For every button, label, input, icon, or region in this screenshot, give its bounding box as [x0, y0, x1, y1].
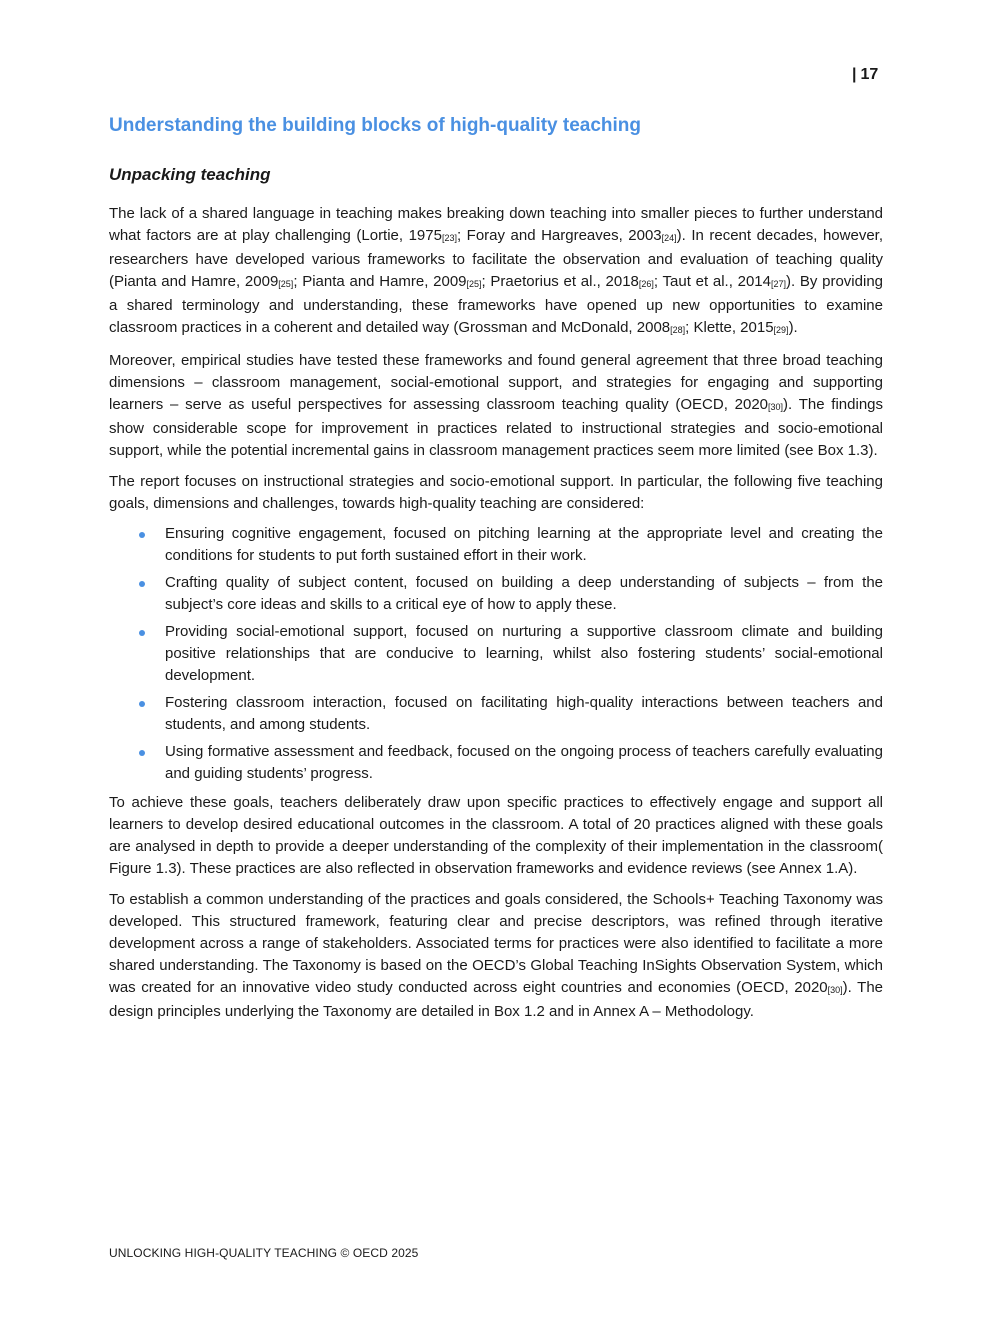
list-item: [109, 572, 883, 616]
paragraph-3: The report focuses on instructional strategies and socio-emotional support. In particular, the following five teaching goals, dimensions and challenges, towards high-quality teaching are considered:: [109, 473, 883, 512]
citation-ref[interactable]: [26]: [638, 279, 654, 289]
bullet-icon: [139, 581, 145, 587]
paragraph-text: To establish a common understanding of the practices and goals considered, the Schools+ Teaching Taxonomy was developed. This structured framework, featuring clear and precise descriptors, was refined through iterative development across a range of stakeholders. Associated terms for practices were also identified to facilitate a more shared understanding. The Taxonomy is based on the OECD’s Global Teaching InSights Observation System, which was created for an innovative video study conducted across eight countries and economies (OECD, 2020: [109, 891, 883, 996]
paragraph-text: ; Taut et al., 2014: [653, 273, 771, 290]
paragraph-text: The lack of a shared language in teaching makes breaking down teaching into smaller pieces to further understand what factors are at play challenging (Lortie, 1975: [109, 205, 883, 244]
paragraph-text: ; Praetorius et al., 2018: [481, 273, 639, 290]
main-content: [109, 114, 883, 1023]
citation-ref[interactable]: [23]: [441, 233, 457, 243]
page-number-value: 17: [860, 66, 879, 83]
list-item-text: Ensuring cognitive engagement, focused on pitching learning at the appropriate level and creating the conditions for students to put forth sustained effort in their work.: [165, 525, 883, 564]
citation-ref[interactable]: [29]: [773, 325, 789, 335]
paragraph-5: [109, 889, 883, 1023]
paragraph-text: ; Klette, 2015: [685, 319, 774, 336]
paragraph-1: [109, 203, 883, 341]
page-number-separator: |: [852, 66, 857, 83]
paragraph-2: [109, 350, 883, 462]
list-item-text: Using formative assessment and feedback, focused on the ongoing process of teachers carefully evaluating and guiding students’ progress.: [165, 743, 883, 782]
list-item-text: Crafting quality of subject content, focused on building a deep understanding of subjects – from the subject’s core ideas and skills to a critical eye of how to apply these.: [165, 574, 883, 613]
citation-ref[interactable]: [30]: [768, 402, 784, 412]
citation-ref[interactable]: [25]: [278, 279, 294, 289]
list-item: [109, 523, 883, 567]
list-item-text: Fostering classroom interaction, focused on facilitating high-quality interactions between teachers and students, and among students.: [165, 694, 883, 733]
paragraph-text: ; Foray and Hargreaves, 2003: [456, 227, 662, 244]
bullet-icon: [139, 701, 145, 707]
citation-ref[interactable]: [24]: [661, 233, 677, 243]
list-item: [109, 741, 883, 785]
list-item: [109, 621, 883, 687]
bullet-icon: [139, 750, 145, 756]
paragraph-4: To achieve these goals, teachers deliberately draw upon specific practices to effectively engage and support all learners to develop desired educational outcomes in the classroom. A total of 20 practices aligned with these goals are analysed in depth to provide a deeper understanding of the complexity of their implementation in the classroom( Figure 1.3). These practices are also reflected in observation frameworks and evidence reviews (see Annex 1.A).: [109, 794, 883, 877]
list-item: [109, 692, 883, 736]
bullet-icon: [139, 532, 145, 538]
citation-ref[interactable]: [28]: [670, 325, 686, 335]
paragraph-text: ). In recent decades, however, researchers have developed various frameworks to facilitate the observation and evaluation of teaching quality (Pianta and Hamre, 2009: [109, 227, 884, 290]
paragraph-text: ).: [788, 319, 798, 336]
page-footer: UNLOCKING HIGH-QUALITY TEACHING © OECD 2025: [109, 1246, 419, 1260]
section-title: Understanding the building blocks of high-quality teaching: [109, 115, 641, 136]
teaching-goals-list: [109, 523, 883, 785]
paragraph-text: ). The design principles underlying the Taxonomy are detailed in Box 1.2 and in Annex A – Methodology.: [109, 979, 884, 1020]
citation-ref[interactable]: [25]: [466, 279, 482, 289]
paragraph-text: ; Pianta and Hamre, 2009: [293, 273, 467, 290]
paragraph-text: ). By providing a shared terminology and understanding, these frameworks have opened up new opportunities to examine classroom practices in a coherent and detailed way (Grossman and McDonald, 2008: [109, 273, 884, 336]
bullet-icon: [139, 630, 145, 636]
paragraph-text: Moreover, empirical studies have tested these frameworks and found general agreement that three broad teaching dimensions – classroom management, social-emotional support, and strategies for engaging and supporting learners – serve as useful perspectives for assessing classroom teaching quality (OECD, 2020: [109, 352, 883, 413]
list-item-text: Providing social-emotional support, focused on nurturing a supportive classroom climate and building positive relationships that are conducive to learning, whilst also fostering students’ social-emotional development.: [165, 623, 883, 684]
page-number: [852, 66, 878, 84]
paragraph-text: ). The findings show considerable scope for improvement in practices related to instructional strategies and socio-emotional support, while the potential incremental gains in classroom management practices seem more limited (see Box 1.3).: [109, 396, 884, 459]
citation-ref[interactable]: [30]: [827, 985, 843, 995]
subsection-title: Unpacking teaching: [109, 165, 271, 184]
citation-ref[interactable]: [27]: [770, 279, 786, 289]
